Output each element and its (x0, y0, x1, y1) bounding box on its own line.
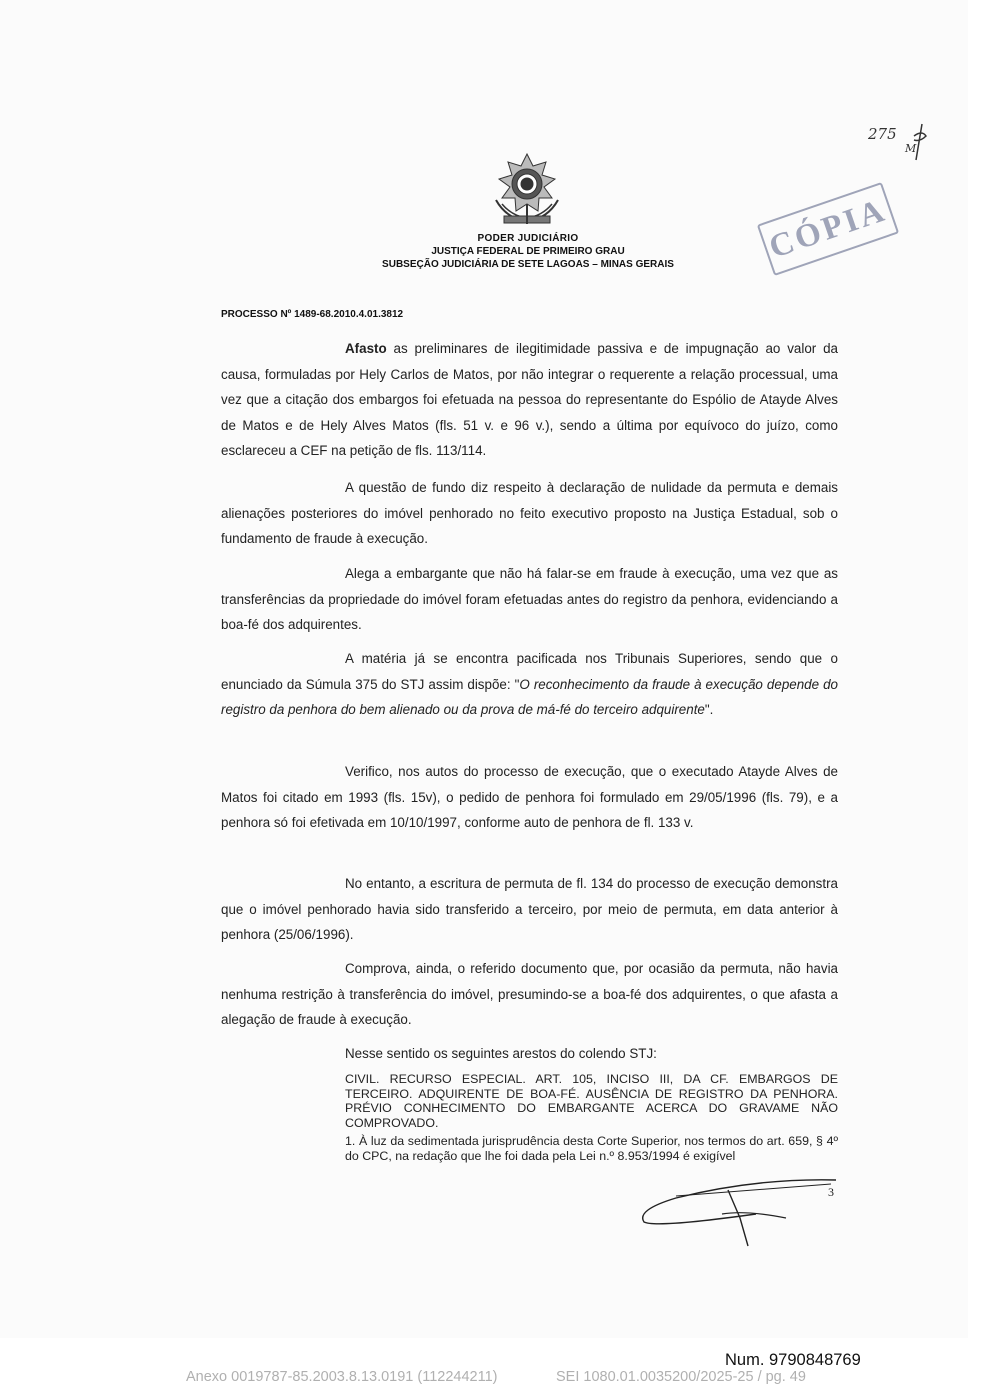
paragraph-6: No entanto, a escritura de permuta de fl. 134 do processo de execução demonstra que o imóvel penhorado havia sido transferido a terceiro, por meio de permuta, em data anterior à penhora (25/06/1996). (221, 876, 838, 942)
paragraph-4-text: A matéria já se encontra pacificada nos Tribunais Superiores, sendo que o enunciado da Súmula 375 do STJ assim dispõe: " (221, 651, 838, 692)
footer-annex: Anexo 0019787-85.2003.8.13.0191 (112244211) (186, 1369, 498, 1385)
handwritten-flourish-icon (908, 122, 930, 162)
footer-sei: SEI 1080.01.0035200/2025-25 / pg. 49 (556, 1369, 806, 1385)
quote-item-1: 1. À luz da sedimentada jurisprudência desta Corte Superior, nos termos do art. 659, § 4º do CPC, na redação que lhe foi dada pela Lei n.º 8.953/1994 é exigível (345, 1134, 838, 1163)
paragraph-8: Nesse sentido os seguintes arestos do colendo STJ: (345, 1046, 657, 1061)
paragraph-4-end: ". (704, 702, 714, 717)
paragraph-4-citation: O reconhecimento da fraude à execução depende do registro da penhora do bem alienado ou da prova de má-fé do terceiro adquirente (221, 676, 838, 717)
handwritten-page-number: 275 (868, 125, 897, 143)
paragraph-7: Comprova, ainda, o referido documento que, por ocasião da permuta, não havia nenhuma restrição à transferência do imóvel, presumindo-se a boa-fé dos adquirentes, o que afasta a alegação de fraude à execução. (221, 961, 838, 1027)
copy-stamp: CÓPIA (757, 182, 899, 276)
paragraph-2: A questão de fundo diz respeito à declaração de nulidade da permuta e demais alienações posteriores do imóvel penhorado no feito executivo proposto na Justiça Estadual, sob o fundamento de fraude à execução. (221, 480, 838, 546)
paragraph-5: Verifico, nos autos do processo de execução, que o executado Atayde Alves de Matos foi citado em 1993 (fls. 15v), o pedido de penhora foi formulado em 29/05/1996 (fls. 79), e a penhora só foi efetivada em 10/10/1997, conforme auto de penhora de fl. 133 v. (221, 764, 838, 830)
page-number: 3 (828, 1185, 834, 1199)
coat-of-arms-emblem (486, 152, 568, 230)
process-number: PROCESSO Nº 1489-68.2010.4.01.3812 (221, 309, 404, 320)
paragraph-3: Alega a embargante que não há falar-se em fraude à execução, uma vez que as transferências da propriedade do imóvel foram efetuadas antes do registro da penhora, evidenciando a boa-fé dos adquirentes. (221, 566, 838, 632)
header-line-3: SUBSEÇÃO JUDICIÁRIA DE SETE LAGOAS – MINAS GERAIS (382, 259, 674, 270)
paragraph-1-bold: Afasto (345, 341, 387, 356)
paragraph-1-text: as preliminares de ilegitimidade passiva e de impugnação ao valor da causa, formuladas por Hely Carlos de Matos, por não integrar o requerente a relação processual, uma vez que a citação dos embargos foi efetuada na pessoa do representante do Espólio de Atayde Alves de Matos e de Hely Alves Matos (fls. 51 v. e 96 v.), sendo a última por equívoco do juízo, como esclareceu a CEF na petição de fls. 113/114. (221, 341, 838, 458)
header-line-2: JUSTIÇA FEDERAL DE PRIMEIRO GRAU (431, 246, 625, 257)
document-num: Num. 9790848769 (725, 1351, 861, 1369)
quote-heading: CIVIL. RECURSO ESPECIAL. ART. 105, INCISO III, DA CF. EMBARGOS DE TERCEIRO. ADQUIRENTE DE BOA-FÉ. AUSÊNCIA DE REGISTRO DA PENHORA. PRÉVIO CONHECIMENTO DO EMBARGANTE ACERCA DO GRAVAME NÃO COMPROVADO. (345, 1072, 838, 1130)
paragraph-1 (221, 336, 838, 464)
header-line-1: PODER JUDICIÁRIO (477, 233, 579, 244)
signature-icon (636, 1170, 846, 1250)
handwritten-initial: M (905, 142, 917, 155)
paragraph-4 (221, 646, 838, 723)
